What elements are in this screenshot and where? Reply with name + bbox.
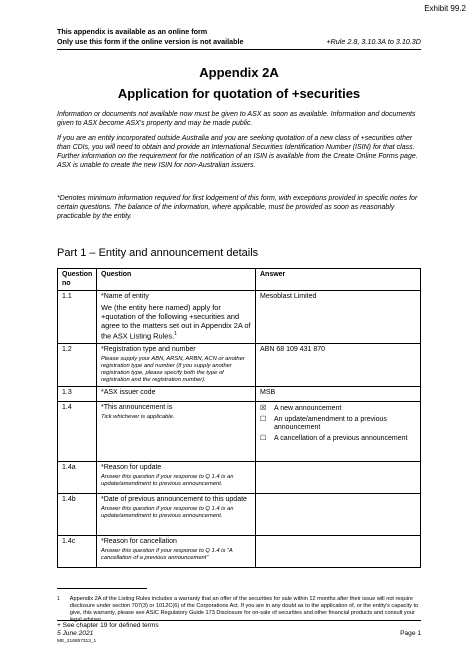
table-row — [58, 291, 421, 344]
question-note: Please supply your ABN, ARSN, ARBN, ACN or another registration type and number (if you supply another registration type, please specify both the type of registration and the registration number). — [101, 355, 245, 383]
header-divider — [57, 49, 421, 50]
table-header-row — [58, 269, 421, 291]
column-header-question-no: Question no — [58, 269, 97, 291]
header-line-2: Only use this form if the online version is not available — [57, 37, 244, 46]
question-text: *Date of previous announcement to this update — [101, 496, 247, 504]
question-cell — [97, 344, 256, 387]
page-footer — [57, 622, 421, 646]
table-row — [58, 344, 421, 387]
question-number: 1.4 — [58, 402, 97, 462]
question-number: 1.3 — [58, 387, 97, 402]
appendix-label: Appendix 2A — [199, 65, 279, 80]
answer-registration: ABN 68 109 431 870 — [256, 344, 421, 387]
option-label: A new announcement — [274, 405, 342, 413]
table-row — [58, 462, 421, 494]
question-cell — [97, 402, 256, 462]
exhibit-label: Exhibit 99.2 — [424, 4, 466, 13]
question-number: 1.2 — [58, 344, 97, 387]
table-row — [58, 494, 421, 536]
option-cancellation[interactable] — [260, 435, 417, 444]
question-extra — [101, 303, 252, 340]
intro-paragraph-3: *Denotes minimum information required for first lodgement of this form, with exceptions provided in specific notes for certain questions. The balance of the information, where applicable, must be provided as soon as reasonably practicable by the entity. — [57, 195, 418, 220]
question-text: *Reason for cancellation — [101, 538, 177, 546]
footer-date: 5 June 2021 — [57, 630, 94, 637]
table-row — [58, 536, 421, 568]
answer-options — [256, 402, 421, 462]
question-cell — [97, 291, 256, 344]
intro-paragraph-1: Information or documents not available now must be given to ASX as soon as available. Information and documents given to ASX become ASX's property and may be made public. — [57, 111, 416, 127]
question-text: *Registration type and number — [101, 346, 196, 354]
question-number: 1.4c — [58, 536, 97, 568]
entity-details-table — [57, 268, 421, 568]
table-row — [58, 402, 421, 462]
form-title: Application for quotation of +securities — [117, 86, 361, 101]
question-text: *This announcement is — [101, 404, 173, 412]
answer-issuer-code: MSB — [256, 387, 421, 402]
question-note: Answer this question if your response to Q 1.4 is an update/amendment to previous announcement. — [101, 473, 234, 487]
option-label: A cancellation of a previous announcement — [274, 434, 408, 442]
column-header-question: Question — [97, 269, 256, 291]
question-note: Answer this question if your response to Q 1.4 is an update/amendment to previous announcement. — [101, 505, 234, 519]
question-extra-text: We (the entity here named) apply for +quotation of the following +securities and agree to the matters set out in Appendix 2A of the ASX Listing Rules. — [101, 302, 251, 341]
footnote-number: 1 — [57, 596, 60, 602]
unchecked-box-icon[interactable]: ☐ — [260, 434, 267, 442]
answer-entity-name: Mesoblast Limited — [256, 291, 421, 344]
checked-box-icon[interactable]: ☒ — [260, 405, 267, 413]
question-text: *Name of entity — [101, 293, 149, 301]
footer-divider — [57, 620, 421, 621]
option-update-amendment[interactable] — [260, 416, 417, 433]
question-note: Tick whichever is applicable. — [101, 413, 175, 420]
question-cell — [97, 536, 256, 568]
intro-paragraph-2: If you are an entity incorporated outside Australia and you are seeking quotation of a new class of +securities other than CDIs, you will need to obtain and provide an International Securities Identification Number (ISIN) for that class. Further information on the requirement for the notification of an ISIN is available from the Create Online Forms page. ASX is unable to create the new ISIN for non-Australian issuers. — [57, 135, 418, 169]
answer-empty[interactable] — [256, 462, 421, 494]
part-1-heading: Part 1 – Entity and announcement details — [57, 247, 259, 259]
footnote-ref: 1 — [174, 330, 177, 337]
column-header-answer: Answer — [256, 269, 421, 291]
option-label: An update/amendment to a previous announcement — [274, 415, 387, 432]
question-cell — [97, 462, 256, 494]
question-number: 1.4a — [58, 462, 97, 494]
answer-empty[interactable] — [256, 494, 421, 536]
form-header — [57, 27, 421, 47]
question-text: *Reason for update — [101, 464, 162, 472]
answer-empty[interactable] — [256, 536, 421, 568]
footnote-text: Appendix 2A of the Listing Rules includes a warranty that an offer of the securities for sale within 12 months after their issue will not require disclosure under section 707(3) or 1012C(6) of the Corporations Act. If you are in any doubt as to the application of, or the entity's capacity to give, this warranty, please see ASIC Regulatory Guide 173 Disclosure for on-sale of securities and other financial products and consult your legal adviser. — [69, 596, 419, 623]
footnote-divider — [57, 588, 147, 589]
question-number: 1.4b — [58, 494, 97, 536]
table-row — [58, 387, 421, 402]
question-note: Answer this question if your response to Q 1.4 is “A cancellation of a previous announcement” — [101, 547, 233, 561]
defined-terms-note: + See chapter 19 for defined terms — [57, 622, 159, 629]
option-new-announcement[interactable] — [260, 405, 417, 414]
question-text: *ASX issuer code — [97, 387, 256, 402]
question-number: 1.1 — [58, 291, 97, 344]
header-line-1: This appendix is available as an online form — [57, 27, 208, 36]
unchecked-box-icon[interactable]: ☐ — [260, 415, 267, 423]
document-id: ME_216857313_1 — [57, 639, 97, 644]
page-number: Page 1 — [400, 630, 421, 637]
rule-reference: +Rule 2.8, 3.10.3A to 3.10.3D — [326, 37, 421, 46]
question-cell — [97, 494, 256, 536]
